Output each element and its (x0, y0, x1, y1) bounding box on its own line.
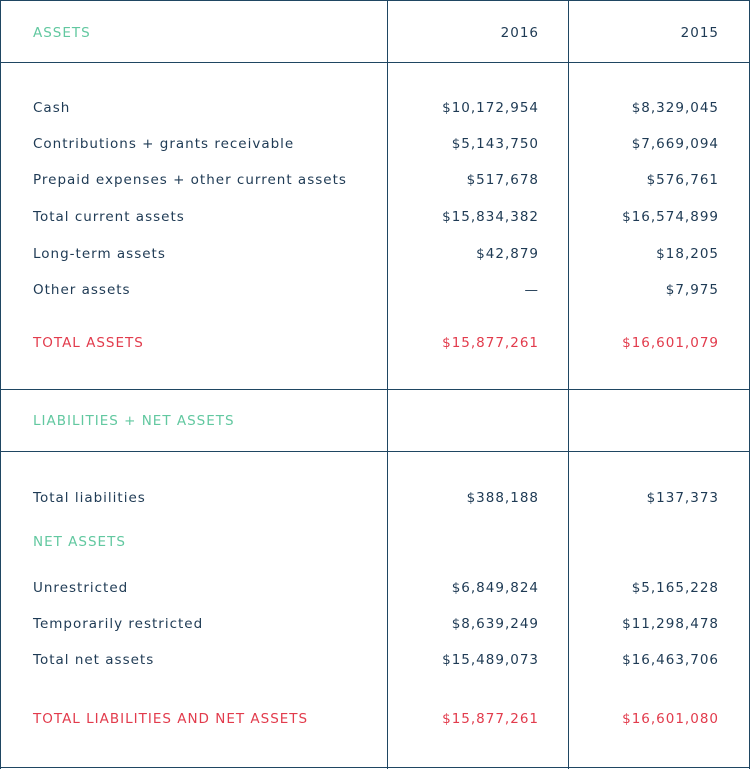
row-divider-assets-end (0, 389, 750, 390)
value-2016: $10,172,954 (442, 100, 539, 116)
year-2015-header: 2015 (680, 25, 719, 41)
total-assets-2016: $15,877,261 (442, 335, 539, 351)
total-liabilities-net-assets-2016: $15,877,261 (442, 711, 539, 727)
value-2016: $5,143,750 (451, 136, 539, 152)
value-2015: $7,975 (665, 282, 719, 298)
row-label: Unrestricted (33, 580, 129, 596)
row-label: Other assets (33, 282, 131, 298)
row-divider-assets-header (0, 62, 750, 63)
value-2015: $576,761 (646, 172, 719, 188)
table-border-left (0, 0, 1, 769)
column-divider-1 (387, 0, 388, 769)
total-assets-2015: $16,601,079 (622, 335, 719, 351)
row-label: Cash (33, 100, 71, 116)
row-label: Total current assets (33, 209, 185, 225)
value-2015: $8,329,045 (631, 100, 719, 116)
value-2016: $8,639,249 (451, 616, 539, 632)
total-liabilities-net-assets-label: TOTAL LIABILITIES AND NET ASSETS (33, 711, 309, 727)
value-2016: $15,489,073 (442, 652, 539, 668)
table-border-bottom (0, 767, 750, 768)
net-assets-heading: NET ASSETS (33, 534, 126, 550)
value-2015: $137,373 (646, 490, 719, 506)
row-label: Long-term assets (33, 246, 166, 262)
total-assets-label: TOTAL ASSETS (33, 335, 144, 351)
value-2016: $42,879 (476, 246, 539, 262)
row-label: Total net assets (33, 652, 155, 668)
value-2015: $11,298,478 (622, 616, 719, 632)
assets-heading: ASSETS (33, 25, 91, 41)
row-label: Contributions + grants receivable (33, 136, 295, 152)
value-2016: — (524, 282, 539, 298)
value-2016: $15,834,382 (442, 209, 539, 225)
column-divider-2 (568, 0, 569, 769)
value-2015: $7,669,094 (631, 136, 719, 152)
value-2015: $16,574,899 (622, 209, 719, 225)
value-2015: $18,205 (656, 246, 719, 262)
row-label: Temporarily restricted (33, 616, 204, 632)
table-border-top (0, 0, 750, 1)
row-label: Total liabilities (33, 490, 146, 506)
total-liabilities-net-assets-2015: $16,601,080 (622, 711, 719, 727)
year-2016-header: 2016 (500, 25, 539, 41)
row-divider-liabilities-header (0, 451, 750, 452)
value-2016: $388,188 (466, 490, 539, 506)
value-2016: $6,849,824 (451, 580, 539, 596)
row-label: Prepaid expenses + other current assets (33, 172, 347, 188)
value-2015: $16,463,706 (622, 652, 719, 668)
value-2016: $517,678 (466, 172, 539, 188)
liabilities-heading: LIABILITIES + NET ASSETS (33, 413, 235, 429)
value-2015: $5,165,228 (631, 580, 719, 596)
